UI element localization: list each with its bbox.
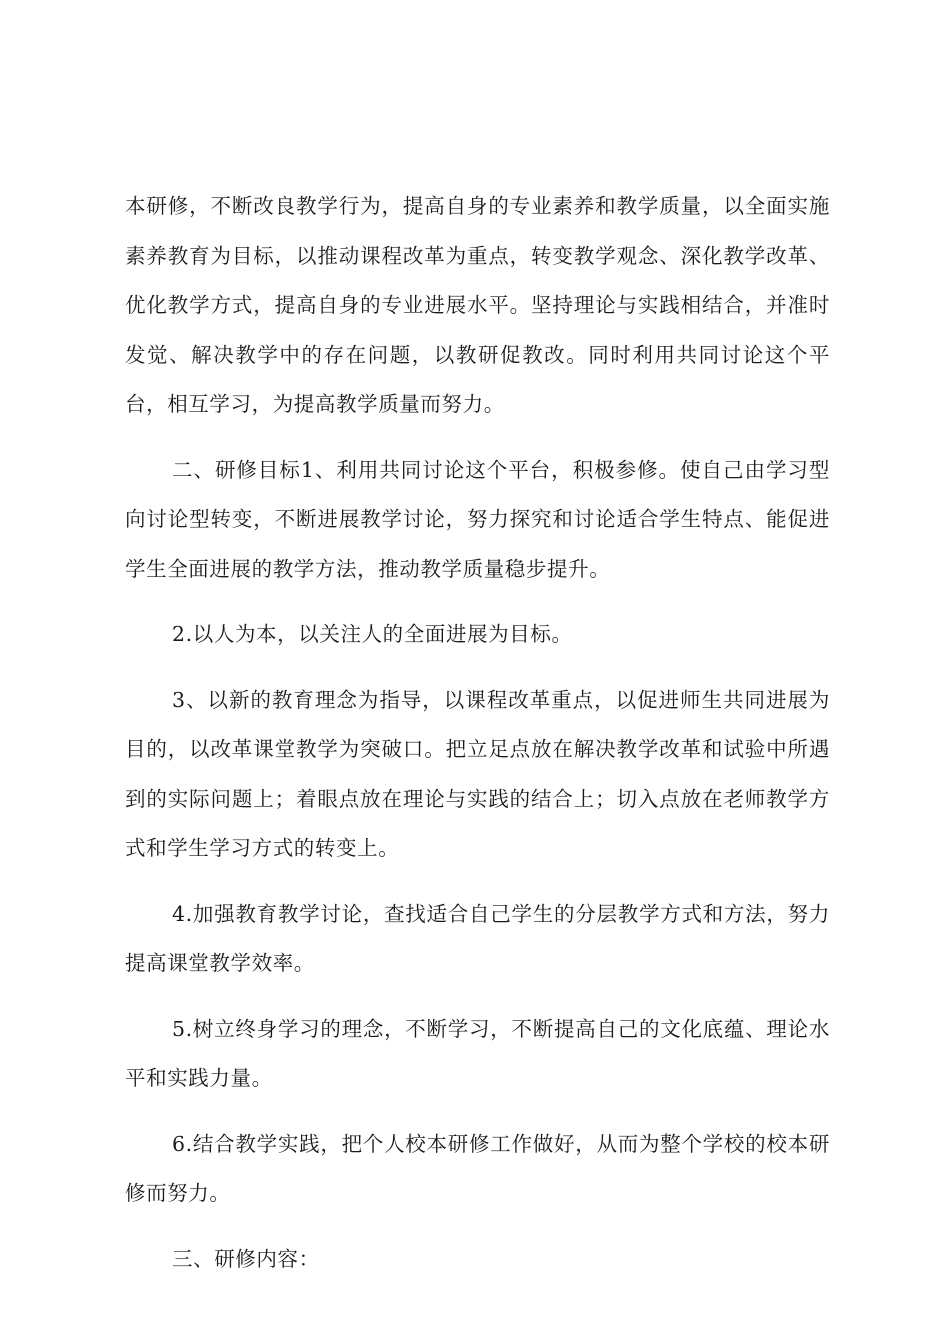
paragraph-section-2-goals: 二、研修目标1、利用共同讨论这个平台，积极参修。使自己由学习型向讨论型转变，不断进展教学讨论，努力探究和讨论适合学生特点、能促进学生全面进展的教学方法，推动教学质量稳步提升。 — [125, 457, 830, 581]
paragraph-goal-5: 5.树立终身学习的理念，不断学习，不断提高自己的文化底蕴、理论水平和实践力量。 — [125, 1016, 830, 1090]
paragraph-goal-4: 4.加强教育教学讨论，查找适合自己学生的分层教学方式和方法，努力提高课堂教学效率。 — [125, 901, 830, 975]
paragraph-goal-2: 2.以人为本，以关注人的全面进展为目标。 — [172, 622, 573, 646]
document-body — [125, 182, 830, 1284]
paragraph-goal-3: 3、以新的教育理念为指导，以课程改革重点，以促进师生共同进展为目的，以改革课堂教学为突破口。把立足点放在解决教学改革和试验中所遇到的实际问题上；着眼点放在理论与实践的结合上；切入点放在老师教学方式和学生学习方式的转变上。 — [125, 687, 830, 860]
section-heading-research-content: 三、研修内容： — [172, 1246, 320, 1271]
paragraph-intro: 本研修，不断改良教学行为，提高自身的专业素养和教学质量，以全面实施素养教育为目标，以推动课程改革为重点，转变教学观念、深化教学改革、优化教学方式，提高自身的专业进展水平。坚持理论与实践相结合，并准时发觉、解决教学中的存在问题，以教研促教改。同时利用共同讨论这个平台，相互学习，为提高教学质量而努力。 — [125, 194, 830, 416]
paragraph-goal-6: 6.结合教学实践，把个人校本研修工作做好，从而为整个学校的校本研修而努力。 — [125, 1131, 830, 1205]
